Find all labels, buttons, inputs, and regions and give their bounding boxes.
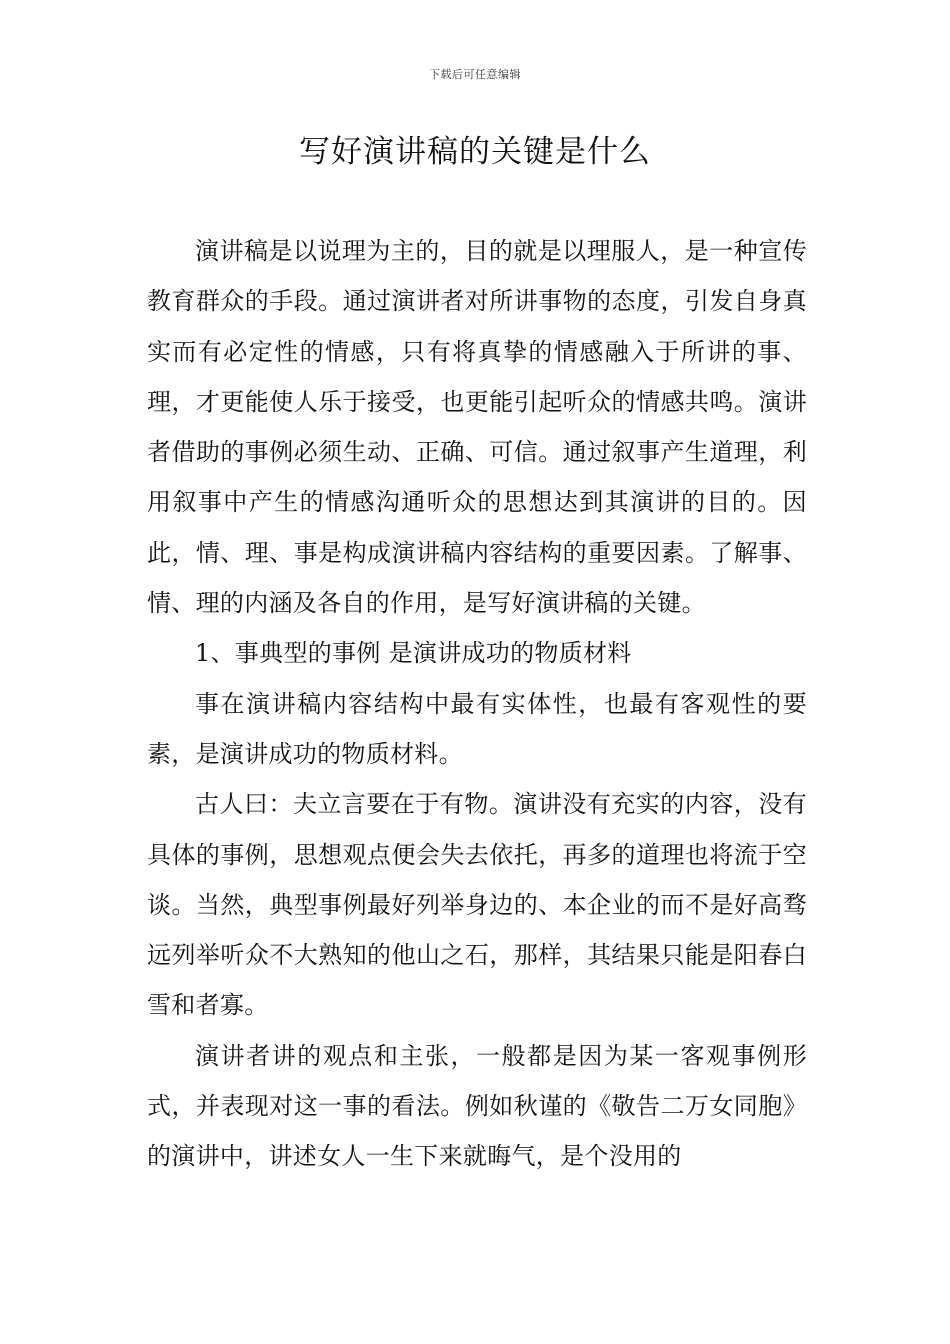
section-heading-1: 1、事典型的事例 是演讲成功的物质材料 <box>195 639 632 668</box>
paragraph-2: 事在演讲稿内容结构中最有实体性，也最有客观性的要素，是演讲成功的物质材料。 <box>147 689 807 768</box>
paragraph-4: 演讲者讲的观点和主张，一般都是因为某一客观事例形式，并表现对这一事的看法。例如秋谨的《敬告二万女同胞》的演讲中，讲述女人一生下来就晦气，是个没用的 <box>147 1041 807 1171</box>
document-body <box>147 226 807 1182</box>
header-note: 下载后可任意编辑 <box>429 68 521 81</box>
paragraph-3: 古人曰：夫立言要在于有物。演讲没有充实的内容，没有具体的事例，思想观点便会失去依托，再多的道理也将流于空谈。当然，典型事例最好列举身边的、本企业的而不是好高骛远列举听众不大熟知的他山之石，那样，其结果只能是阳春白雪和者寡。 <box>147 790 807 1020</box>
document-title: 写好演讲稿的关键是什么 <box>299 134 651 170</box>
paragraph-intro: 演讲稿是以说理为主的，目的就是以理服人，是一种宣传教育群众的手段。通过演讲者对所讲事物的态度，引发自身真实而有必定性的情感，只有将真挚的情感融入于所讲的事、理，才更能使人乐于接受，也更能引起听众的情感共鸣。演讲者借助的事例必须生动、正确、可信。通过叙事产生道理，利用叙事中产生的情感沟通听众的思想达到其演讲的目的。因此，情、理、事是构成演讲稿内容结构的重要因素。了解事、情、理的内涵及各自的作用，是写好演讲稿的关键。 <box>147 237 807 618</box>
